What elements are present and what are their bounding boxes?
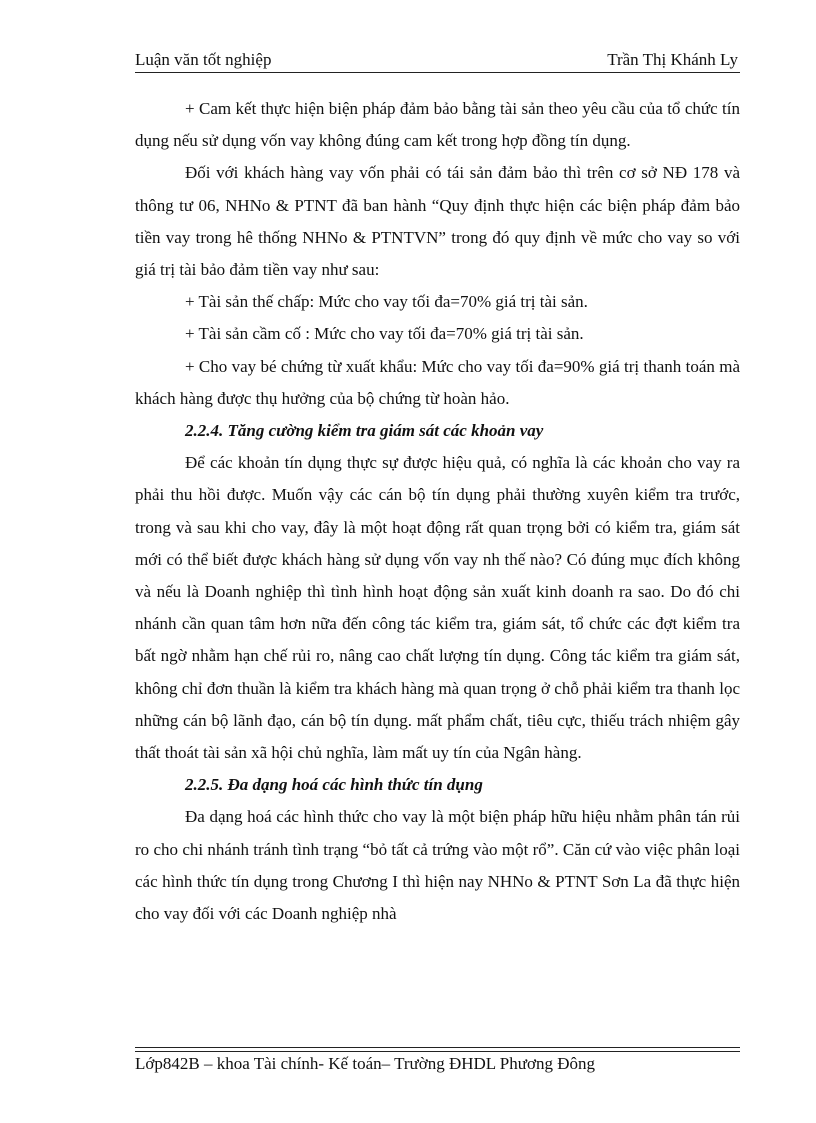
section-heading-2-2-5: 2.2.5. Đa dạng hoá các hình thức tín dụng bbox=[185, 775, 483, 795]
bullet-export-documents: + Cho vay bé chứng từ xuất khẩu: Mức cho vay tối đa=90% giá trị thanh toán mà khách hàng được thụ hưởng của bộ chứng từ hoàn hảo. bbox=[135, 356, 740, 408]
header-rule bbox=[135, 72, 740, 73]
header-title: Luận văn tốt nghiệp bbox=[135, 50, 272, 69]
paragraph-diversification: Đa dạng hoá các hình thức cho vay là một biện pháp hữu hiệu nhằm phân tán rủi ro cho chi nhánh tránh tình trạng “bỏ tất cả trứng vào một rổ”. Căn cứ vào việc phân loại các hình thức tín dụng trong Chương I thì hiện nay NHNo & PTNT Sơn La đã thực hiện cho vay đối với các Doanh nghiệp nhà bbox=[135, 807, 740, 924]
document-body bbox=[135, 93, 740, 930]
bullet-mortgage: + Tài sản thế chấp: Mức cho vay tối đa=70% giá trị tài sản. bbox=[185, 292, 588, 312]
bullet-pledge: + Tài sản cầm cố : Mức cho vay tối đa=70% giá trị tài sản. bbox=[185, 324, 584, 344]
section-heading-2-2-4: 2.2.4. Tăng cường kiểm tra giám sát các khoản vay bbox=[185, 421, 544, 441]
paragraph-commitment: + Cam kết thực hiện biện pháp đảm bảo bằng tài sản theo yêu cầu của tổ chức tín dụng nếu sử dụng vốn vay không đúng cam kết trong hợp đồng tín dụng. bbox=[135, 99, 740, 151]
page-footer: Lớp842B – khoa Tài chính- Kế toán– Trường ĐHDL Phương Đông bbox=[135, 1054, 595, 1073]
paragraph-inspection: Để các khoản tín dụng thực sự được hiệu quả, có nghĩa là các khoản cho vay ra phải thu hồi được. Muốn vậy các cán bộ tín dụng phải thường xuyên kiểm tra trước, trong và sau khi cho vay, đây là một hoạt động rất quan trọng bởi có kiểm tra, giám sát mới có thể biết được khách hàng sử dụng vốn vay nh thế nào? Có đúng mục đích không và nếu là Doanh nghiệp thì tình hình hoạt động sản xuất kinh doanh ra sao. Do đó chi nhánh cần quan tâm hơn nữa đến công tác kiểm tra, giám sát, tổ chức các đợt kiểm tra bất ngờ nhằm hạn chế rủi ro, nâng cao chất lượng tín dụng. Công tác kiểm tra giám sát, không chỉ đơn thuần là kiểm tra khách hàng mà quan trọng ở chỗ phải kiểm tra thanh lọc những cán bộ lãnh đạo, cán bộ tín dụng. mất phẩm chất, tiêu cực, thiếu trách nhiệm gây thất thoát tài sản xã hội chủ nghĩa, làm mất uy tín của Ngân hàng. bbox=[135, 453, 740, 763]
paragraph-collateral-rules: Đối với khách hàng vay vốn phải có tái sản đảm bảo thì trên cơ sở NĐ 178 và thông tư 06, NHNo & PTNT đã ban hành “Quy định thực hiện các biện pháp đảm bảo tiền vay trong hê thống NHNo & PTNTVN” trong đó quy định về mức cho vay so với giá trị tài bảo đảm tiền vay như sau: bbox=[135, 163, 740, 280]
page-header bbox=[135, 48, 740, 72]
header-author: Trần Thị Khánh Ly bbox=[607, 50, 738, 69]
footer-rule-top bbox=[135, 1047, 740, 1048]
footer-rule-bottom bbox=[135, 1051, 740, 1052]
